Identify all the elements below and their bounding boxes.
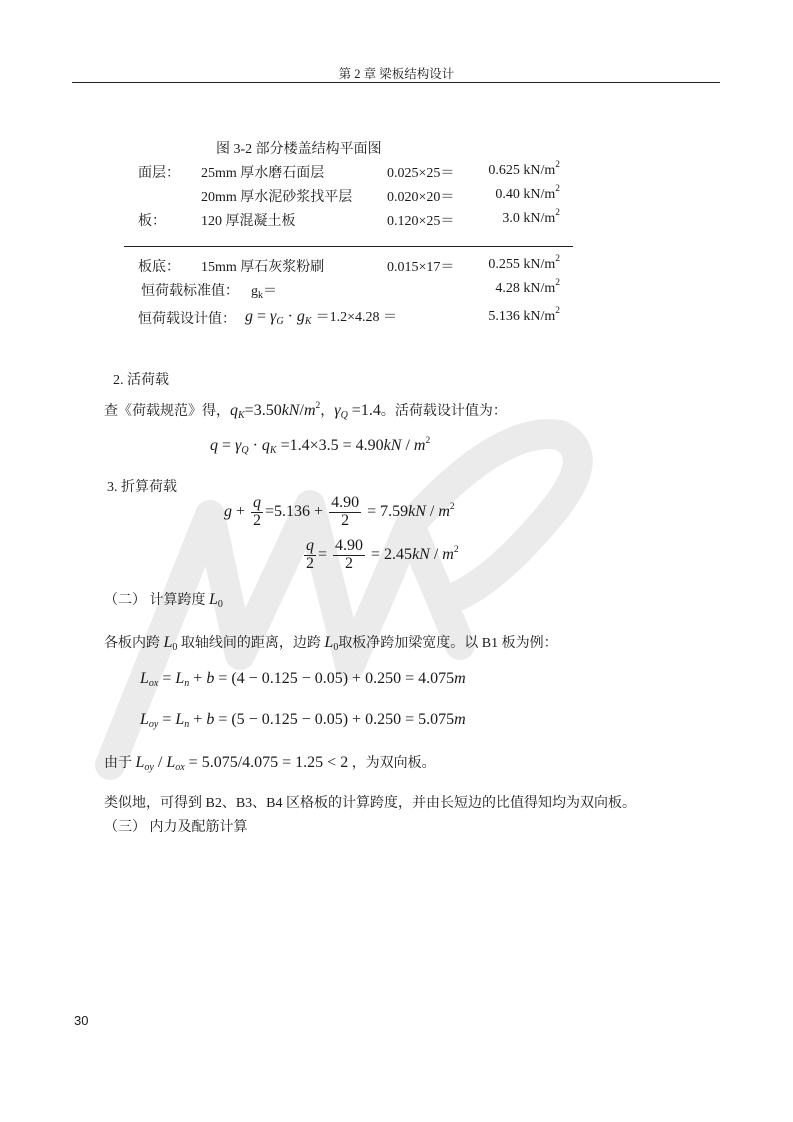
row-category: 面层： xyxy=(138,166,180,181)
section-heading-span: （二） 计算跨度 $L_0$ xyxy=(104,591,223,610)
row-description: 20mm 厚水泥砂浆找平层 xyxy=(201,190,353,205)
row-category: 板底： xyxy=(138,260,180,275)
page-number: 30 xyxy=(74,1013,89,1028)
dead-load-standard-value: 4.28 $kN/m^2$ xyxy=(495,278,560,296)
row-value: 0.40 $kN/m^2$ xyxy=(495,184,560,202)
section-heading-converted-load: 3. 折算荷载 xyxy=(107,480,177,495)
converted-load-equation-2: $\frac{q}{2}$ = $\frac{4.90}{2}$ = $2.45kN / m^2$ xyxy=(306,537,459,572)
span-similar-paragraph: 类似地，可得到 B2、B3、B4 区格板的计算跨度，并由长短边的比值得知均为双向板。 xyxy=(104,796,637,811)
dead-load-design-value: 5.136 $kN/m^2$ xyxy=(488,306,560,324)
figure-caption: 图 3-2 部分楼盖结构平面图 xyxy=(216,142,382,157)
row-formula: 0.120×25＝ xyxy=(387,214,455,229)
dead-load-design-formula: $g = \gamma_G \cdot g_K =1.2\times 4.28$ ＝ xyxy=(245,308,397,327)
span-equation-lox: $L_{ox} = L_n + b = (4 - 0.125 - 0.05) + 0.250 = 4.075m$ xyxy=(140,670,466,689)
span-equation-loy: $L_{oy} = L_n + b = (5 - 0.125 - 0.05) + 0.250 = 5.075m$ xyxy=(140,711,466,730)
section-heading-internal-force: （三） 内力及配筋计算 xyxy=(104,820,248,835)
span-paragraph: 各板内跨 $L_0$ 取轴线间的距离，边跨 $L_0$取板净跨加梁宽度。以 B1 板为例： xyxy=(104,634,558,653)
converted-load-equation-1: g + $\frac{q}{2}$ =5.136 + $\frac{4.90}{2}$ = $7.59kN / m^2$ xyxy=(224,494,455,529)
row-description: 25mm 厚水磨石面层 xyxy=(201,166,325,181)
row-formula: 0.020×20＝ xyxy=(387,190,455,205)
section-heading-live-load: 2. 活荷载 xyxy=(113,373,169,388)
running-header: 第 2 章 梁板结构设计 xyxy=(338,67,455,81)
row-category: 板： xyxy=(138,214,166,229)
header-divider xyxy=(72,82,720,83)
dead-load-standard-symbol: $g_k=$ xyxy=(251,284,277,301)
row-formula: 0.025×25＝ xyxy=(387,166,455,181)
table-divider xyxy=(124,246,573,247)
span-ratio-line: 由于 $L_{oy} / L_{ox} = 5.075/4.075 = 1.25 < 2$ ，为双向板。 xyxy=(104,754,436,773)
live-load-equation: $q = \gamma_Q \cdot q_K =1.4\times 3.5 = 4.90kN / m^2$ xyxy=(210,436,431,456)
row-value: 0.625 $kN/m^2$ xyxy=(488,160,560,178)
row-value: 0.255 $kN/m^2$ xyxy=(488,254,560,272)
row-description: 15mm 厚石灰浆粉刷 xyxy=(201,260,325,275)
dead-load-standard-label: 恒荷载标准值： xyxy=(141,284,239,299)
live-load-paragraph: 查《荷载规范》得，$q_K=3.50kN/m^2$，$\gamma_Q =1.4$。活荷载设计值为： xyxy=(104,401,507,421)
row-description: 120 厚混凝土板 xyxy=(201,214,296,229)
dead-load-design-label: 恒荷载设计值： xyxy=(138,312,236,327)
row-formula: 0.015×17＝ xyxy=(387,260,455,275)
row-value: 3.0 $kN/m^2$ xyxy=(502,208,560,226)
